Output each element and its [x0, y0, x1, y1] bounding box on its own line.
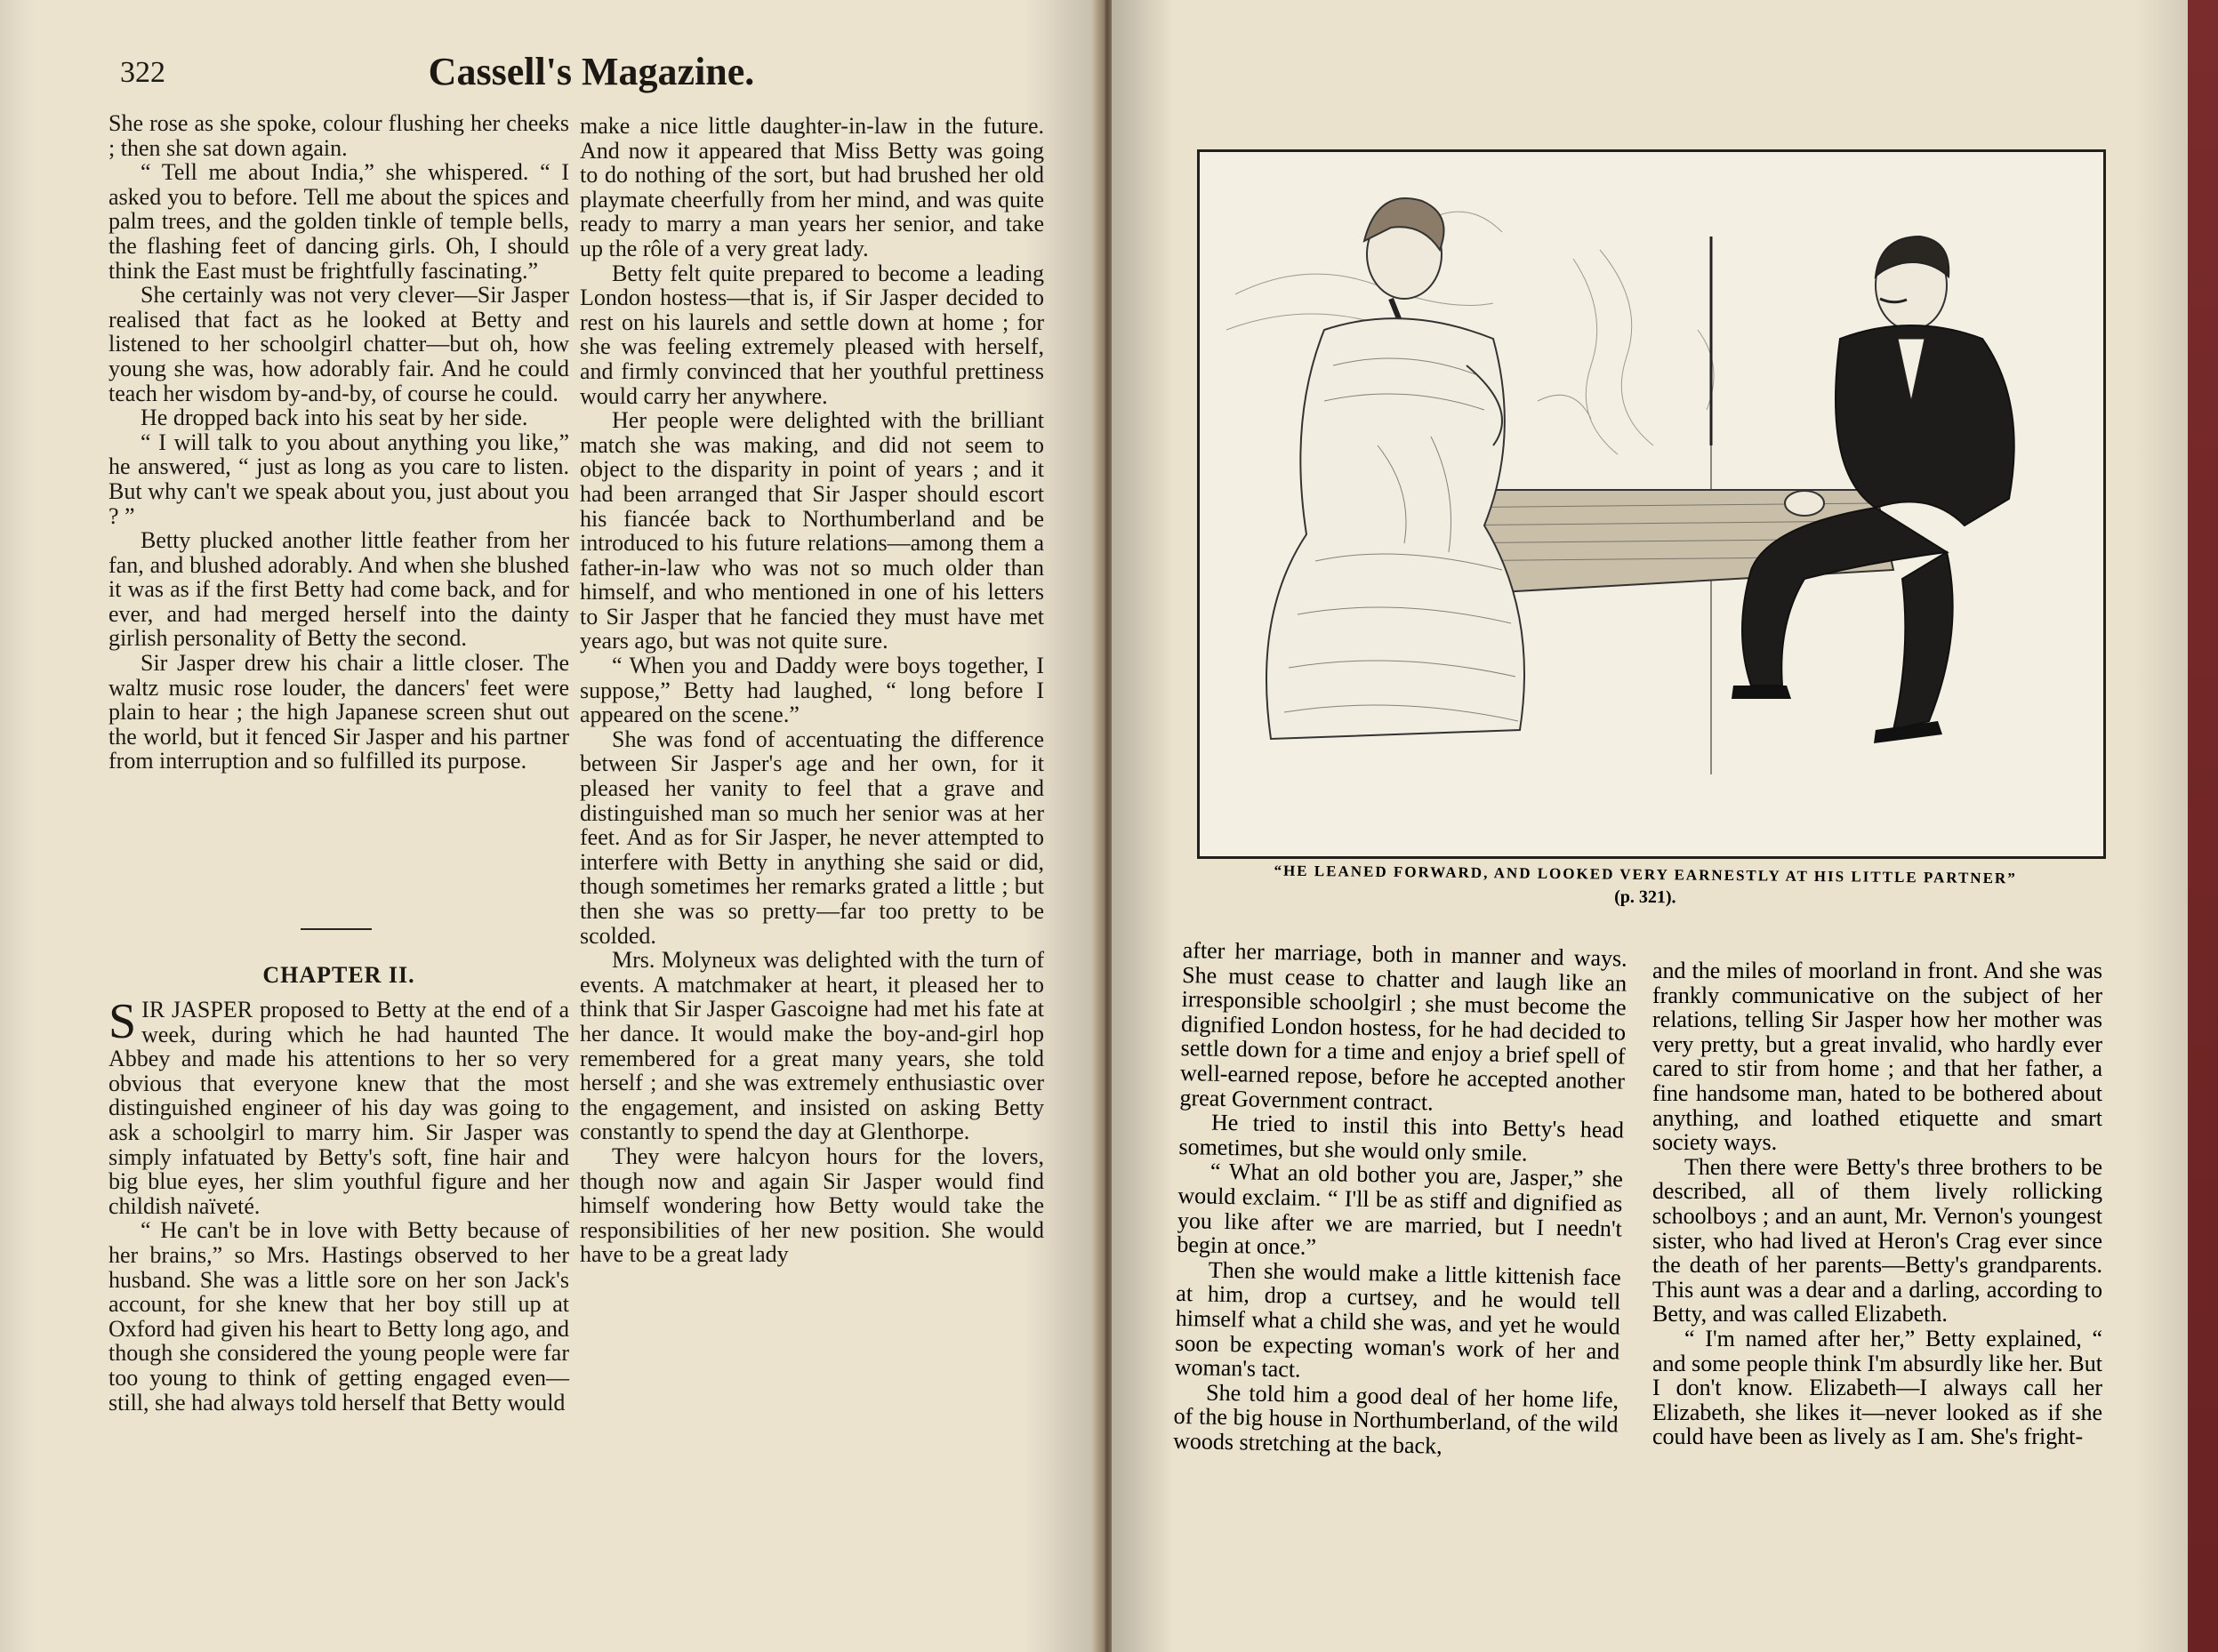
- paragraph: “ I will talk to you about anything you like,” he answered, “ just as long as you care to listen. But why can't we speak about you, just about you ? ”: [108, 429, 569, 529]
- paragraph: Then she would make a little kittenish face at him, drop a curtsey, and he would tell himself what a child she was, and yet he would soon be expecting woman's work of her and woman's tact.: [1174, 1256, 1622, 1383]
- caption-text: “HE LEANED FORWARD, AND LOOKED VERY EARNESTLY AT HIS LITTLE PARTNER”: [1274, 862, 2017, 887]
- drop-cap: S: [108, 994, 137, 1049]
- chapter-heading: CHAPTER II.: [262, 962, 415, 988]
- paragraph: Betty plucked another little feather from her fan, and blushed adorably. And when she blushed it was as if the first Betty had come back, and for ever, and had merged herself into the dainty girlish personality of Betty the second.: [108, 527, 569, 652]
- paragraph: make a nice little daughter-in-law in the future. And now it appeared that Miss Betty was going to do nothing of the sort, but had brushed her old playmate cheerfully from her mind, and was quite ready to marry a man years her senior, and take up the rôle of a very great lady.: [580, 113, 1044, 261]
- paragraph: She rose as she spoke, colour flushing her cheeks ; then she sat down again.: [108, 110, 569, 161]
- text-column-1: [108, 111, 569, 774]
- paragraph: Then there were Betty's three brothers to be described, all of them lively rollicking schoolboys ; and an aunt, Mr. Vernon's youngest sister, who had lived at Heron's Crag ever since the death of her parents—Betty's grandparents. This aunt was a dear and a darling, according to Betty, and was called Elizabeth.: [1652, 1153, 2102, 1327]
- paragraph: He dropped back into his seat by her side.: [141, 405, 528, 431]
- text-column-4: [1652, 958, 2102, 1449]
- section-divider: [301, 928, 372, 930]
- chapter-opening-paragraph: [108, 994, 569, 1219]
- paragraph: She told him a good deal of her home life, of the big house in Northumberland, of the wild woods stretching at the back,: [1172, 1379, 1619, 1459]
- paragraph: “ I'm named after her,” Betty explained, “ and some people think I'm absurdly like her. But I don't know. Elizabeth—I always call her Elizabeth, she likes it—never looked as if she could have been as lively as I am. She's fright-: [1652, 1325, 2102, 1450]
- paragraph: “ When you and Daddy were boys together, I suppose,” Betty had laughed, “ long before I appeared on the scene.”: [580, 653, 1044, 728]
- page-header: [120, 49, 1063, 102]
- paragraph: “ Tell me about India,” she whispered. “ I asked you to before. Tell me about the spices and palm trees, and the golden tinkle of temple bells, the flashing feet of dancing girls. Oh, I should think the East must be frightfully fascinating.”: [108, 159, 569, 284]
- paragraph: Her people were delighted with the brilliant match she was making, and did not seem to object to the disparity in point of years ; and it had been arranged that Sir Jasper should escort his fiancée back to Northumberland and be introduced to his future relations—among them a father-in-law who was not so much older than himself, and who mentioned in one of his letters to Sir Jasper that he fancied they must have met years ago, but was not quite sure.: [580, 407, 1044, 654]
- chapter-text: [108, 994, 569, 1415]
- paragraph: Sir Jasper drew his chair a little closer. The waltz music rose louder, the dancers' feet were plain to hear ; the high Japanese screen shut out the world, but it fenced Sir Jasper and his partner from interruption and so fulfilled its purpose.: [108, 650, 569, 774]
- text-column-2: [580, 114, 1044, 1267]
- paragraph: “ He can't be in love with Betty because of her brains,” so Mrs. Hastings observed to her husband. She was a little sore on her son Jack's account, for she knew that her boy still up at Oxford had given his heart to Betty long ago, and though she considered the young people were far too young to think of getting engaged even—still, she had always told herself that Betty would: [108, 1217, 569, 1415]
- paragraph: “ What an old bother you are, Jasper,” she would exclaim. “ I'll be as stiff and dignified as you like after we are married, but I needn't begin at once.”: [1177, 1158, 1624, 1261]
- paragraph: Betty felt quite prepared to become a leading London hostess—that is, if Sir Jasper decided to rest on his laurels and settle down at home ; for she was feeling extremely pleased with herself, and firmly convinced that her youthful prettiness would carry her anywhere.: [580, 260, 1044, 409]
- paragraph: He tried to instil this into Betty's head sometimes, but she would only smile.: [1178, 1109, 1625, 1167]
- illustration: [1197, 149, 2106, 859]
- paragraph: after her marriage, both in manner and ways. She must cease to chatter and laugh like an irresponsible schoolgirl ; she must become the dignified London hostess, for he had decided to settle down for a time and enjoy a brief spell of well-earned repose, before he accepted another great Government contract.: [1179, 937, 1627, 1116]
- paragraph: and the miles of moorland in front. And she was frankly communicative on the subject of her relations, telling Sir Jasper how her mother was very pretty, but a great invalid, who hardly ever cared to stir from home ; and that her father, a fine handsome man, hated to be bothered about anything, and loathed etiquette and smart society ways.: [1652, 958, 2102, 1156]
- caption-page-ref: (p. 321).: [1614, 886, 1676, 908]
- text-column-3: [1173, 938, 1627, 1462]
- paragraph: Mrs. Molyneux was delighted with the turn of events. A matchmaker at heart, it pleased her to think that Sir Jasper Gascoigne had met his fate at her dance. It would make the boy-and-girl hop remembered for a great many years, she told herself ; and she was extremely enthusiastic over the engagement, and insisted on asking Betty constantly to spend the day at Glenthorpe.: [580, 947, 1044, 1145]
- paragraph-text: IR JASPER proposed to Betty at the end of a week, during which he had haunted The Abbey and made his attentions to her so very obvious that everyone knew that the most distinguished engineer of his day was going to ask a schoolgirl to marry him. Sir Jasper was simply infatuated by Betty's soft, fine hair and big blue eyes, her slim youthful figure and her childish naïveté.: [108, 997, 569, 1219]
- paragraph: She was fond of accentuating the difference between Sir Jasper's age and her own, for it pleased her vanity to feel that a grave and distinguished man so much her senior was at her feet. And as for Sir Jasper, he never attempted to interfere with Betty in anything she said or did, though sometimes her remarks grated a little ; but then she was so pretty—far too pretty to be scolded.: [580, 726, 1044, 949]
- paragraph: She certainly was not very clever—Sir Jasper realised that fact as he looked at Betty and listened to her schoolgirl chatter—but oh, how young she was, how adorably fair. And he could teach her wisdom by-and-by, of course he could.: [108, 282, 569, 406]
- couple-engraving: [1200, 152, 2103, 856]
- running-title: Cassell's Magazine.: [428, 50, 755, 93]
- left-page: [0, 0, 1103, 1652]
- paragraph: They were halcyon hours for the lovers, though now and again Sir Jasper would find himself wondering how Betty would take the responsibilities of her new position. She would have to be a great lady: [580, 1143, 1044, 1268]
- page-number: 322: [120, 56, 165, 89]
